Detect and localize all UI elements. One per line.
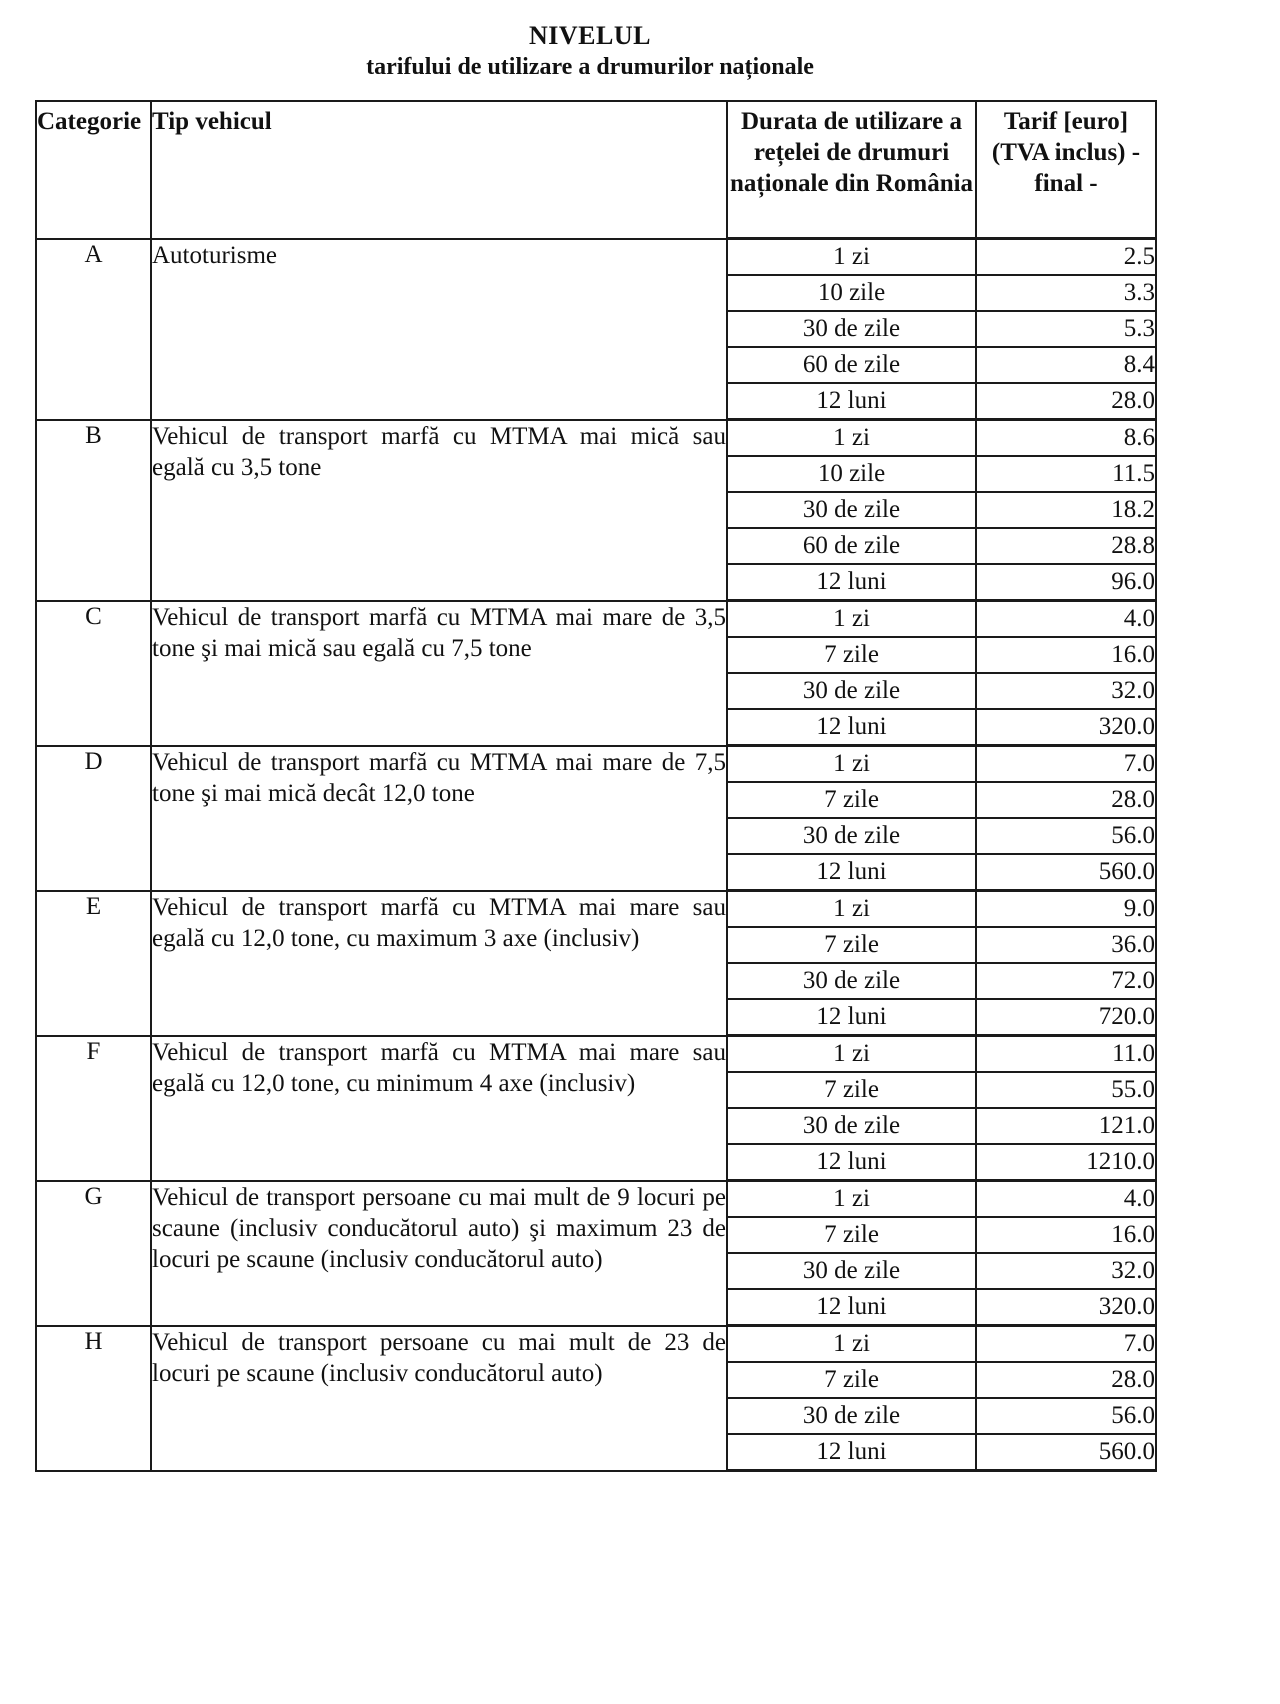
duration-cell: 7 zile	[727, 782, 976, 818]
tariff-cell: 9.0	[976, 891, 1156, 928]
tariff-cell: 55.0	[976, 1072, 1156, 1108]
table-header-row	[36, 101, 1156, 239]
header-duration: Durata de utilizare a rețelei de drumuri naționale din România	[727, 101, 976, 239]
table-row	[36, 891, 1156, 928]
category-cell: B	[36, 420, 151, 601]
category-cell: F	[36, 1036, 151, 1181]
tariff-cell: 28.0	[976, 383, 1156, 420]
tariff-cell: 7.0	[976, 1326, 1156, 1363]
duration-cell: 7 zile	[727, 1362, 976, 1398]
tariff-cell: 320.0	[976, 1289, 1156, 1326]
duration-cell: 12 luni	[727, 383, 976, 420]
vehicle-type-cell: Autoturisme	[151, 239, 727, 420]
vehicle-type-cell: Vehicul de transport marfă cu MTMA mai mică sau egală cu 3,5 tone	[151, 420, 727, 601]
vehicle-type-cell: Vehicul de transport marfă cu MTMA mai mare sau egală cu 12,0 tone, cu maximum 3 axe (inclusiv)	[151, 891, 727, 1036]
tariff-cell: 72.0	[976, 963, 1156, 999]
duration-cell: 1 zi	[727, 1181, 976, 1218]
duration-cell: 12 luni	[727, 564, 976, 601]
header-tariff: Tarif [euro] (TVA inclus) - final -	[976, 101, 1156, 239]
duration-cell: 12 luni	[727, 709, 976, 746]
duration-cell: 60 de zile	[727, 347, 976, 383]
header-vehicle-type: Tip vehicul	[151, 101, 727, 239]
header-category: Categorie	[36, 101, 151, 239]
tariff-cell: 11.0	[976, 1036, 1156, 1073]
tariff-cell: 3.3	[976, 275, 1156, 311]
table-row	[36, 746, 1156, 783]
duration-cell: 7 zile	[727, 637, 976, 673]
table-row	[36, 420, 1156, 457]
duration-cell: 30 de zile	[727, 1253, 976, 1289]
tariff-cell: 320.0	[976, 709, 1156, 746]
tariff-table-body	[36, 239, 1156, 1471]
duration-cell: 1 zi	[727, 239, 976, 276]
tariff-cell: 5.3	[976, 311, 1156, 347]
tariff-cell: 8.6	[976, 420, 1156, 457]
table-row	[36, 601, 1156, 638]
category-cell: H	[36, 1326, 151, 1471]
duration-cell: 7 zile	[727, 927, 976, 963]
tariff-cell: 720.0	[976, 999, 1156, 1036]
duration-cell: 30 de zile	[727, 492, 976, 528]
duration-cell: 30 de zile	[727, 311, 976, 347]
vehicle-type-cell: Vehicul de transport persoane cu mai mult de 9 locuri pe scaune (inclusiv conducătorul auto) şi maximum 23 de locuri pe scaune (inclusiv conducătorul auto)	[151, 1181, 727, 1326]
duration-cell: 1 zi	[727, 601, 976, 638]
duration-cell: 7 zile	[727, 1072, 976, 1108]
tariff-cell: 16.0	[976, 1217, 1156, 1253]
tariff-cell: 28.8	[976, 528, 1156, 564]
duration-cell: 1 zi	[727, 420, 976, 457]
tariff-cell: 560.0	[976, 854, 1156, 891]
tariff-cell: 2.5	[976, 239, 1156, 276]
document-subtitle: tarifului de utilizare a drumurilor naționale	[366, 54, 814, 80]
duration-cell: 30 de zile	[727, 673, 976, 709]
tariff-cell: 560.0	[976, 1434, 1156, 1471]
tariff-cell: 7.0	[976, 746, 1156, 783]
duration-cell: 10 zile	[727, 275, 976, 311]
tariff-cell: 28.0	[976, 782, 1156, 818]
tariff-cell: 32.0	[976, 1253, 1156, 1289]
tariff-cell: 56.0	[976, 818, 1156, 854]
document-title-block	[0, 20, 1180, 82]
category-cell: E	[36, 891, 151, 1036]
tariff-cell: 4.0	[976, 1181, 1156, 1218]
duration-cell: 30 de zile	[727, 963, 976, 999]
vehicle-type-cell: Vehicul de transport marfă cu MTMA mai mare de 7,5 tone şi mai mică decât 12,0 tone	[151, 746, 727, 891]
duration-cell: 30 de zile	[727, 1108, 976, 1144]
tariff-cell: 11.5	[976, 456, 1156, 492]
duration-cell: 12 luni	[727, 1434, 976, 1471]
tariff-cell: 18.2	[976, 492, 1156, 528]
tariff-cell: 36.0	[976, 927, 1156, 963]
category-cell: A	[36, 239, 151, 420]
duration-cell: 30 de zile	[727, 818, 976, 854]
tariff-cell: 32.0	[976, 673, 1156, 709]
table-row	[36, 239, 1156, 276]
duration-cell: 12 luni	[727, 1144, 976, 1181]
tariff-cell: 28.0	[976, 1362, 1156, 1398]
table-row	[36, 1036, 1156, 1073]
table-row	[36, 1326, 1156, 1363]
duration-cell: 12 luni	[727, 1289, 976, 1326]
duration-cell: 7 zile	[727, 1217, 976, 1253]
tariff-cell: 16.0	[976, 637, 1156, 673]
vehicle-type-cell: Vehicul de transport persoane cu mai mult de 23 de locuri pe scaune (inclusiv conducătorul auto)	[151, 1326, 727, 1471]
duration-cell: 1 zi	[727, 1036, 976, 1073]
category-cell: C	[36, 601, 151, 746]
vehicle-type-cell: Vehicul de transport marfă cu MTMA mai mare sau egală cu 12,0 tone, cu minimum 4 axe (inclusiv)	[151, 1036, 727, 1181]
table-row	[36, 1181, 1156, 1218]
vehicle-type-cell: Vehicul de transport marfă cu MTMA mai mare de 3,5 tone şi mai mică sau egală cu 7,5 tone	[151, 601, 727, 746]
tariff-cell: 8.4	[976, 347, 1156, 383]
category-cell: D	[36, 746, 151, 891]
duration-cell: 1 zi	[727, 891, 976, 928]
tariff-cell: 1210.0	[976, 1144, 1156, 1181]
document-title: NIVELUL	[529, 21, 651, 50]
duration-cell: 12 luni	[727, 999, 976, 1036]
duration-cell: 1 zi	[727, 1326, 976, 1363]
tariff-cell: 96.0	[976, 564, 1156, 601]
duration-cell: 30 de zile	[727, 1398, 976, 1434]
duration-cell: 60 de zile	[727, 528, 976, 564]
tariff-cell: 4.0	[976, 601, 1156, 638]
tariff-cell: 121.0	[976, 1108, 1156, 1144]
duration-cell: 1 zi	[727, 746, 976, 783]
duration-cell: 10 zile	[727, 456, 976, 492]
tariff-cell: 56.0	[976, 1398, 1156, 1434]
duration-cell: 12 luni	[727, 854, 976, 891]
category-cell: G	[36, 1181, 151, 1326]
tariff-table	[35, 100, 1157, 1472]
